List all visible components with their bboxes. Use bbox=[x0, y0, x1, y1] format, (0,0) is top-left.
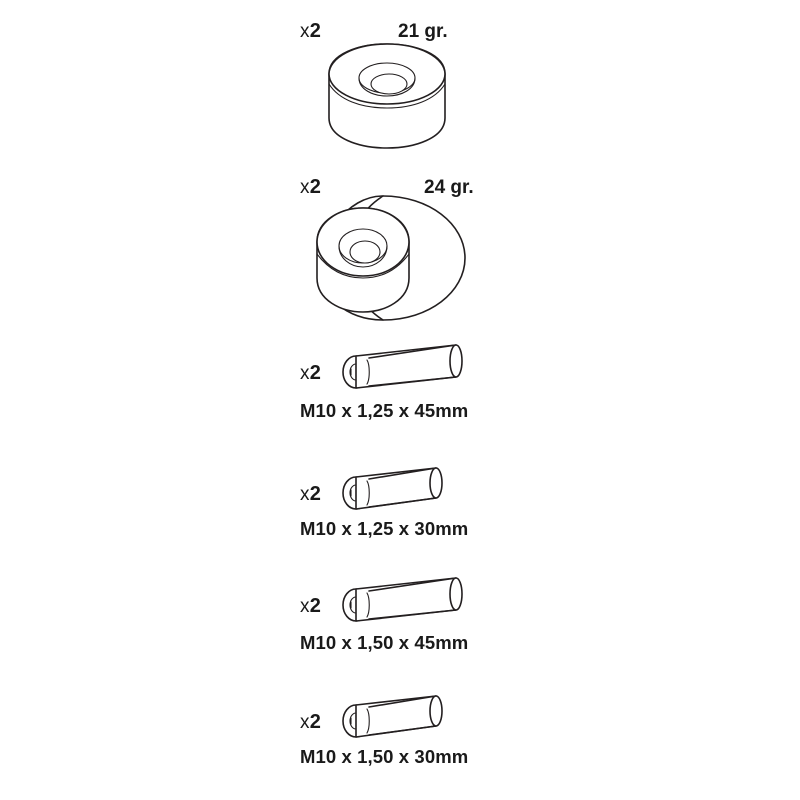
spec-label-bolt-m10-150-45: M10 x 1,50 x 45mm bbox=[300, 632, 469, 653]
flanged-pulley-icon bbox=[305, 180, 505, 340]
quantity-label-bolt-m10-150-30: x2 bbox=[300, 711, 322, 733]
bearing-ring-icon bbox=[315, 32, 475, 172]
spec-label-bolt-m10-125-30: M10 x 1,25 x 30mm bbox=[300, 518, 469, 539]
quantity-label-bolt-m10-150-45: x2 bbox=[300, 595, 322, 617]
quantity-label-flanged-pulley: x2 bbox=[300, 176, 322, 198]
weight-label-flanged-pulley: 24 gr. bbox=[424, 177, 474, 198]
weight-label-bearing-spacer: 21 gr. bbox=[398, 21, 448, 42]
hex-bolt-icon bbox=[336, 680, 466, 740]
quantity-label-bearing-spacer: x2 bbox=[300, 20, 322, 42]
hex-bolt-icon bbox=[336, 331, 486, 391]
hex-bolt-icon bbox=[336, 452, 466, 512]
spec-label-bolt-m10-125-45: M10 x 1,25 x 45mm bbox=[300, 400, 469, 421]
quantity-label-bolt-m10-125-30: x2 bbox=[300, 483, 322, 505]
hex-bolt-icon bbox=[336, 564, 486, 624]
quantity-label-bolt-m10-125-45: x2 bbox=[300, 362, 322, 384]
spec-label-bolt-m10-150-30: M10 x 1,50 x 30mm bbox=[300, 746, 469, 767]
